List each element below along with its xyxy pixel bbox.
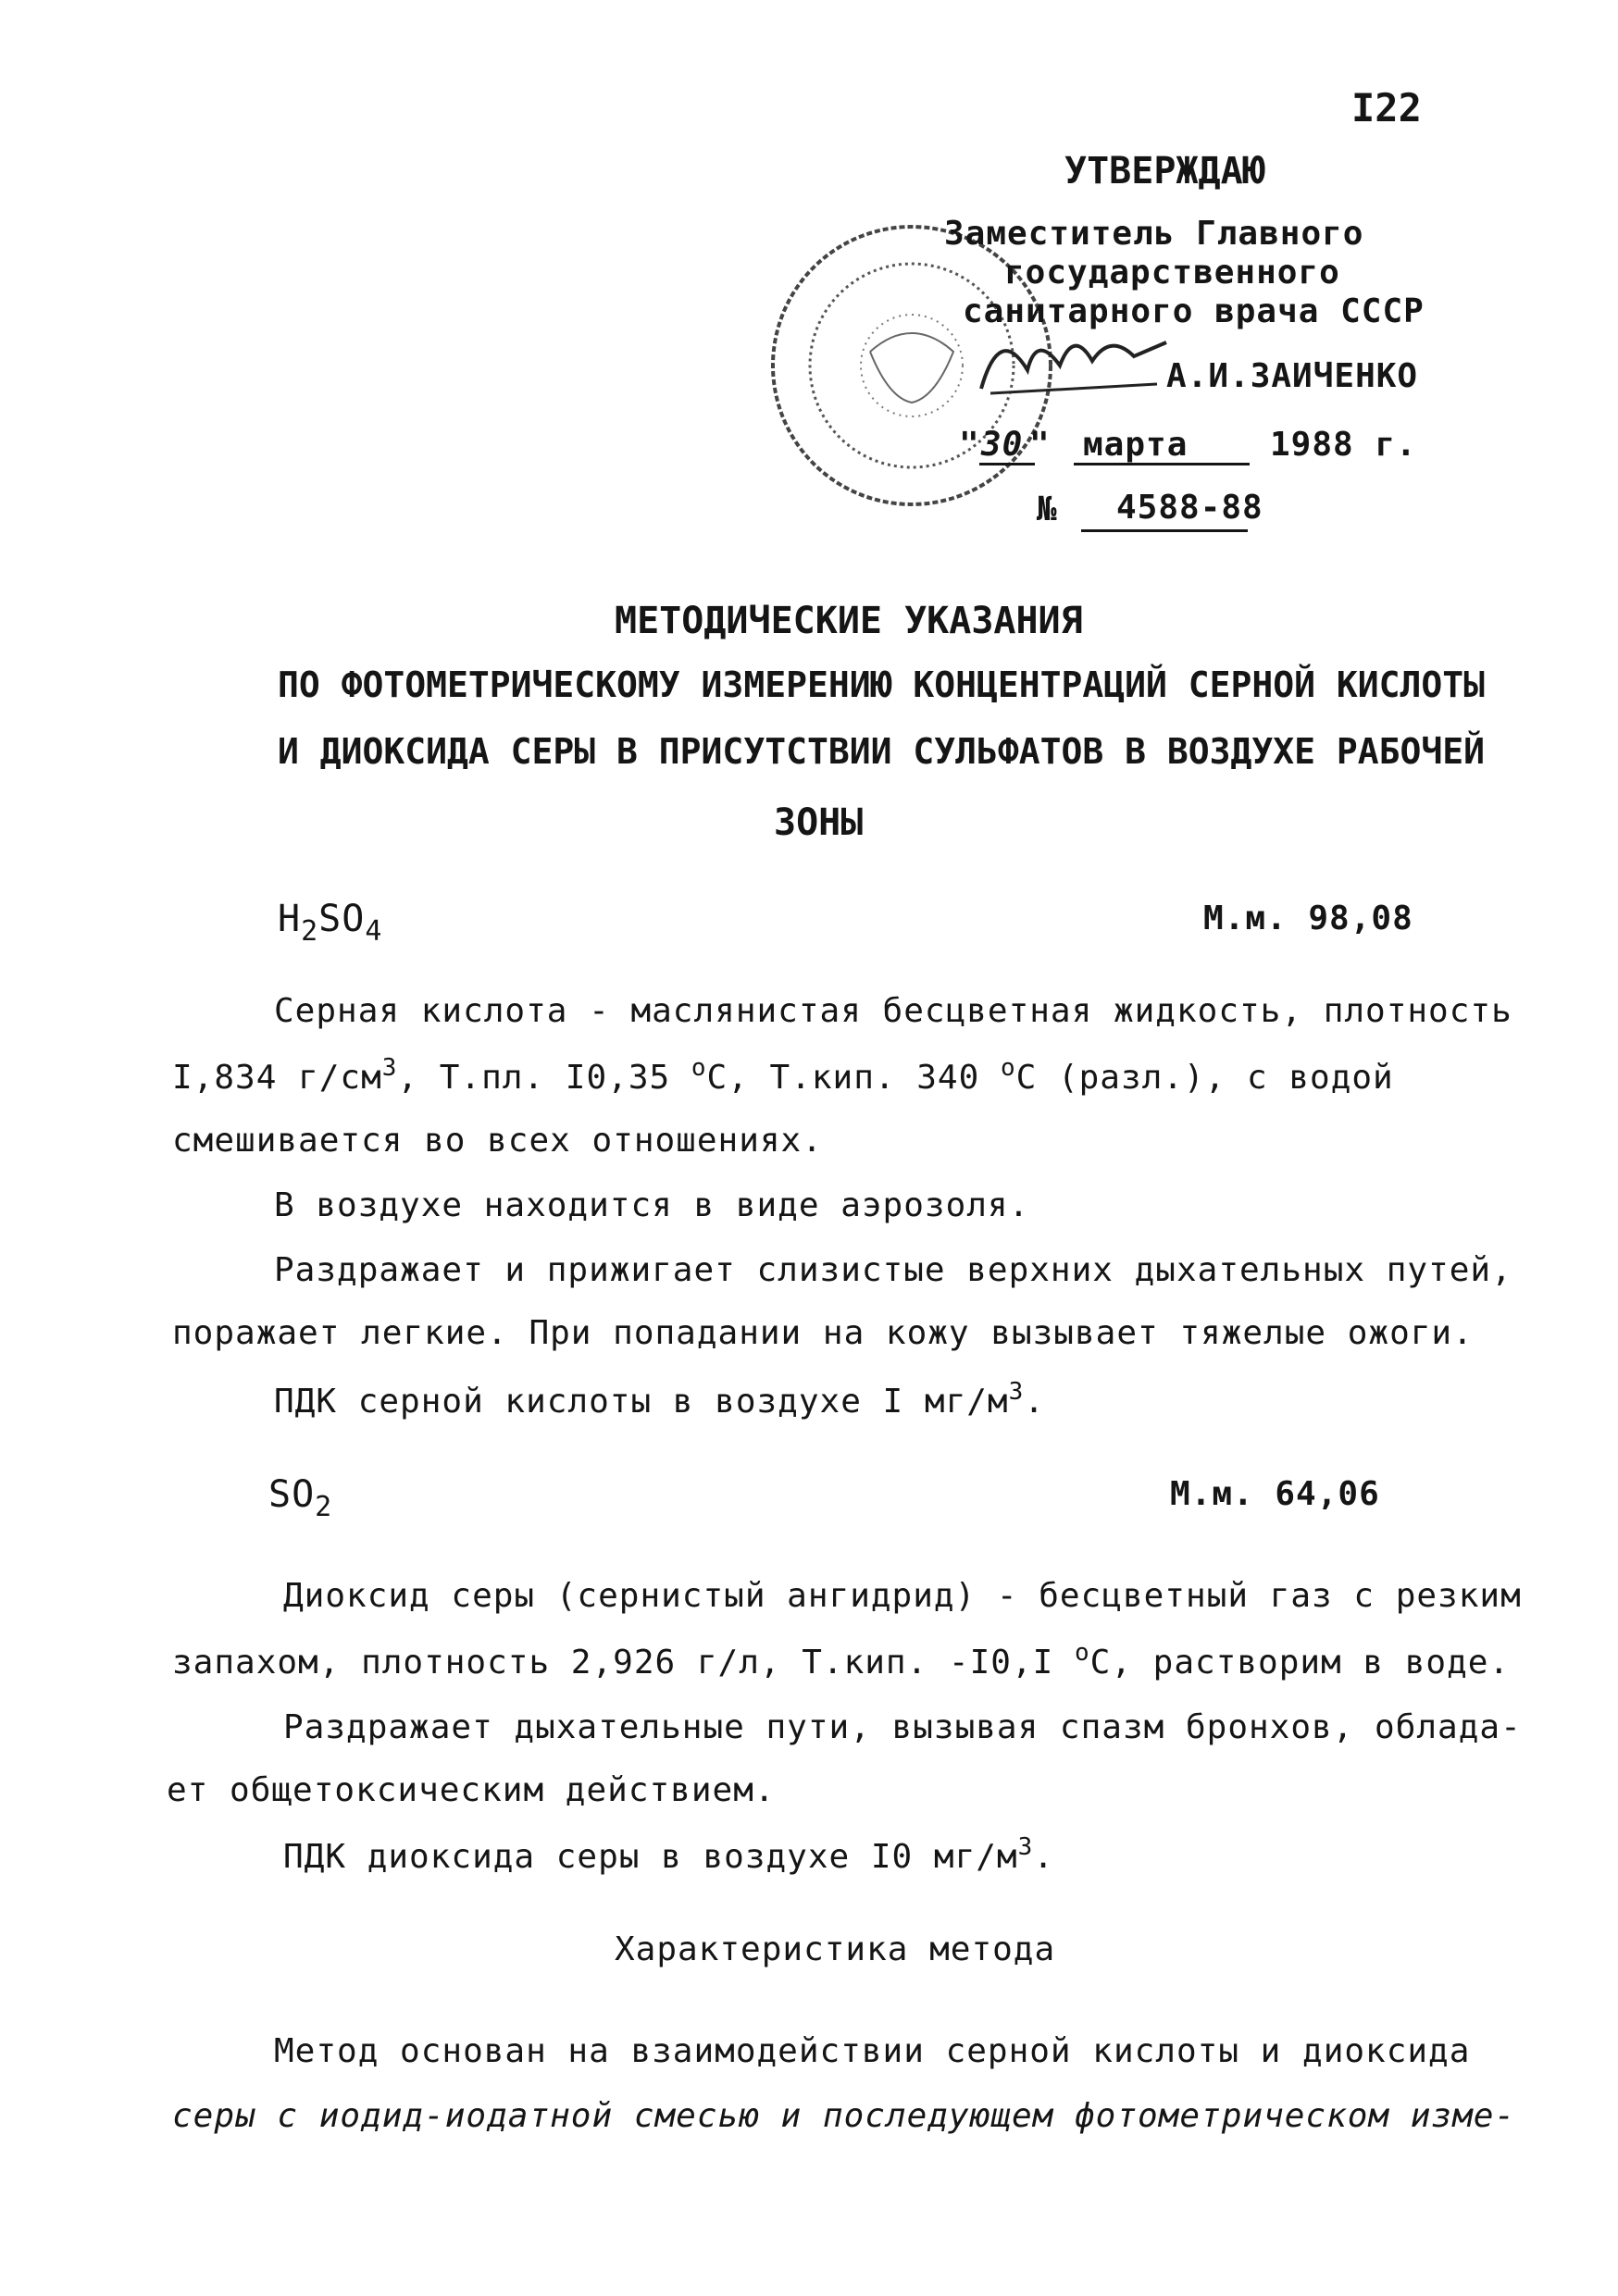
h2so4-p1-line2: I,834 $г/см^3$, Т.пл. I0,35 $^о$С, Т.кип. 340 $^о$С (разл.), с водой (172, 1054, 1394, 1097)
date-day: 30 (981, 426, 1024, 464)
so2-p2-line1: Раздражает дыхательные пути, вызывая спазм бронхов, облада- (283, 1708, 1522, 1746)
date-day-underline (979, 463, 1035, 465)
so2-p1-line2: запахом, плотность 2,926 г/л, Т.кип. -I0,I $^о$С, растворим в воде. (172, 1639, 1511, 1682)
molar-mass-so2: М.м. 64,06 (1170, 1475, 1380, 1513)
formula-so2: $SO_2$ (268, 1473, 333, 1523)
method-line-2: серы с иодид-иодатной смесью и последующем фотометрическом изме- (172, 2097, 1516, 2135)
number-label: № (1037, 490, 1058, 528)
page-number: I22 (1351, 85, 1422, 130)
title-line-4: ЗОНЫ (774, 801, 864, 844)
position-line-1: Заместитель Главного (944, 215, 1364, 253)
title-line-1: МЕТОДИЧЕСКИЕ УКАЗАНИЯ (615, 600, 1083, 642)
h2so4-p3-line2: поражает легкие. При попадании на кожу вызывает тяжелые ожоги. (172, 1314, 1474, 1352)
date-month: марта (1083, 426, 1189, 464)
position-line-2: государственного (1004, 254, 1340, 292)
title-line-2: ПО ФОТОМЕТРИЧЕСКОМУ ИЗМЕРЕНИЮ КОНЦЕНТРАЦИЙ СЕРНОЙ КИСЛОТЫ (278, 664, 1486, 705)
date-quote-open: " (959, 426, 980, 464)
h2so4-p1-line1: Серная кислота - маслянистая бесцветная жидкость, плотность (274, 992, 1512, 1030)
so2-p1-line1: Диоксид серы (сернистый ангидрид) - бесцветный газ с резким (283, 1577, 1522, 1615)
h2so4-p1-line3: смешивается во всех отношениях. (172, 1122, 823, 1160)
h2so4-pdk: ПДК серной кислоты в воздухе I $мг/м^3$. (274, 1378, 1045, 1421)
handwritten-signature (972, 315, 1176, 407)
position-line-3: санитарного врача СССР (963, 292, 1425, 330)
number-value: 4588-88 (1116, 489, 1263, 527)
so2-pdk: ПДК диоксида серы в воздухе I0 $мг/м^3$. (283, 1833, 1054, 1876)
h2so4-p3-line1: Раздражает и прижигает слизистые верхних дыхательных путей, (274, 1251, 1512, 1289)
number-underline (1081, 529, 1248, 532)
method-heading: Характеристика метода (615, 1930, 1056, 1968)
method-line-1: Метод основан на взаимодействии серной кислоты и диоксида (274, 2032, 1471, 2070)
title-line-3: И ДИОКСИДА СЕРЫ В ПРИСУТСТВИИ СУЛЬФАТОВ В ВОЗДУХЕ РАБОЧЕЙ (278, 731, 1486, 772)
date-month-underline (1074, 463, 1250, 465)
molar-mass-h2so4: М.м. 98,08 (1203, 900, 1413, 937)
date-year: 1988 г. (1270, 426, 1417, 464)
date-quote-close: " (1029, 426, 1051, 464)
approve-heading: УТВЕРЖДАЮ (1064, 150, 1265, 192)
signatory-name: А.И.ЗАИЧЕНКО (1166, 357, 1419, 395)
h2so4-p2: В воздухе находится в виде аэрозоля. (274, 1186, 1030, 1224)
formula-h2so4: $H_2SO_4$ (278, 898, 383, 948)
so2-p2-line2: ет общетоксическим действием. (167, 1771, 776, 1809)
